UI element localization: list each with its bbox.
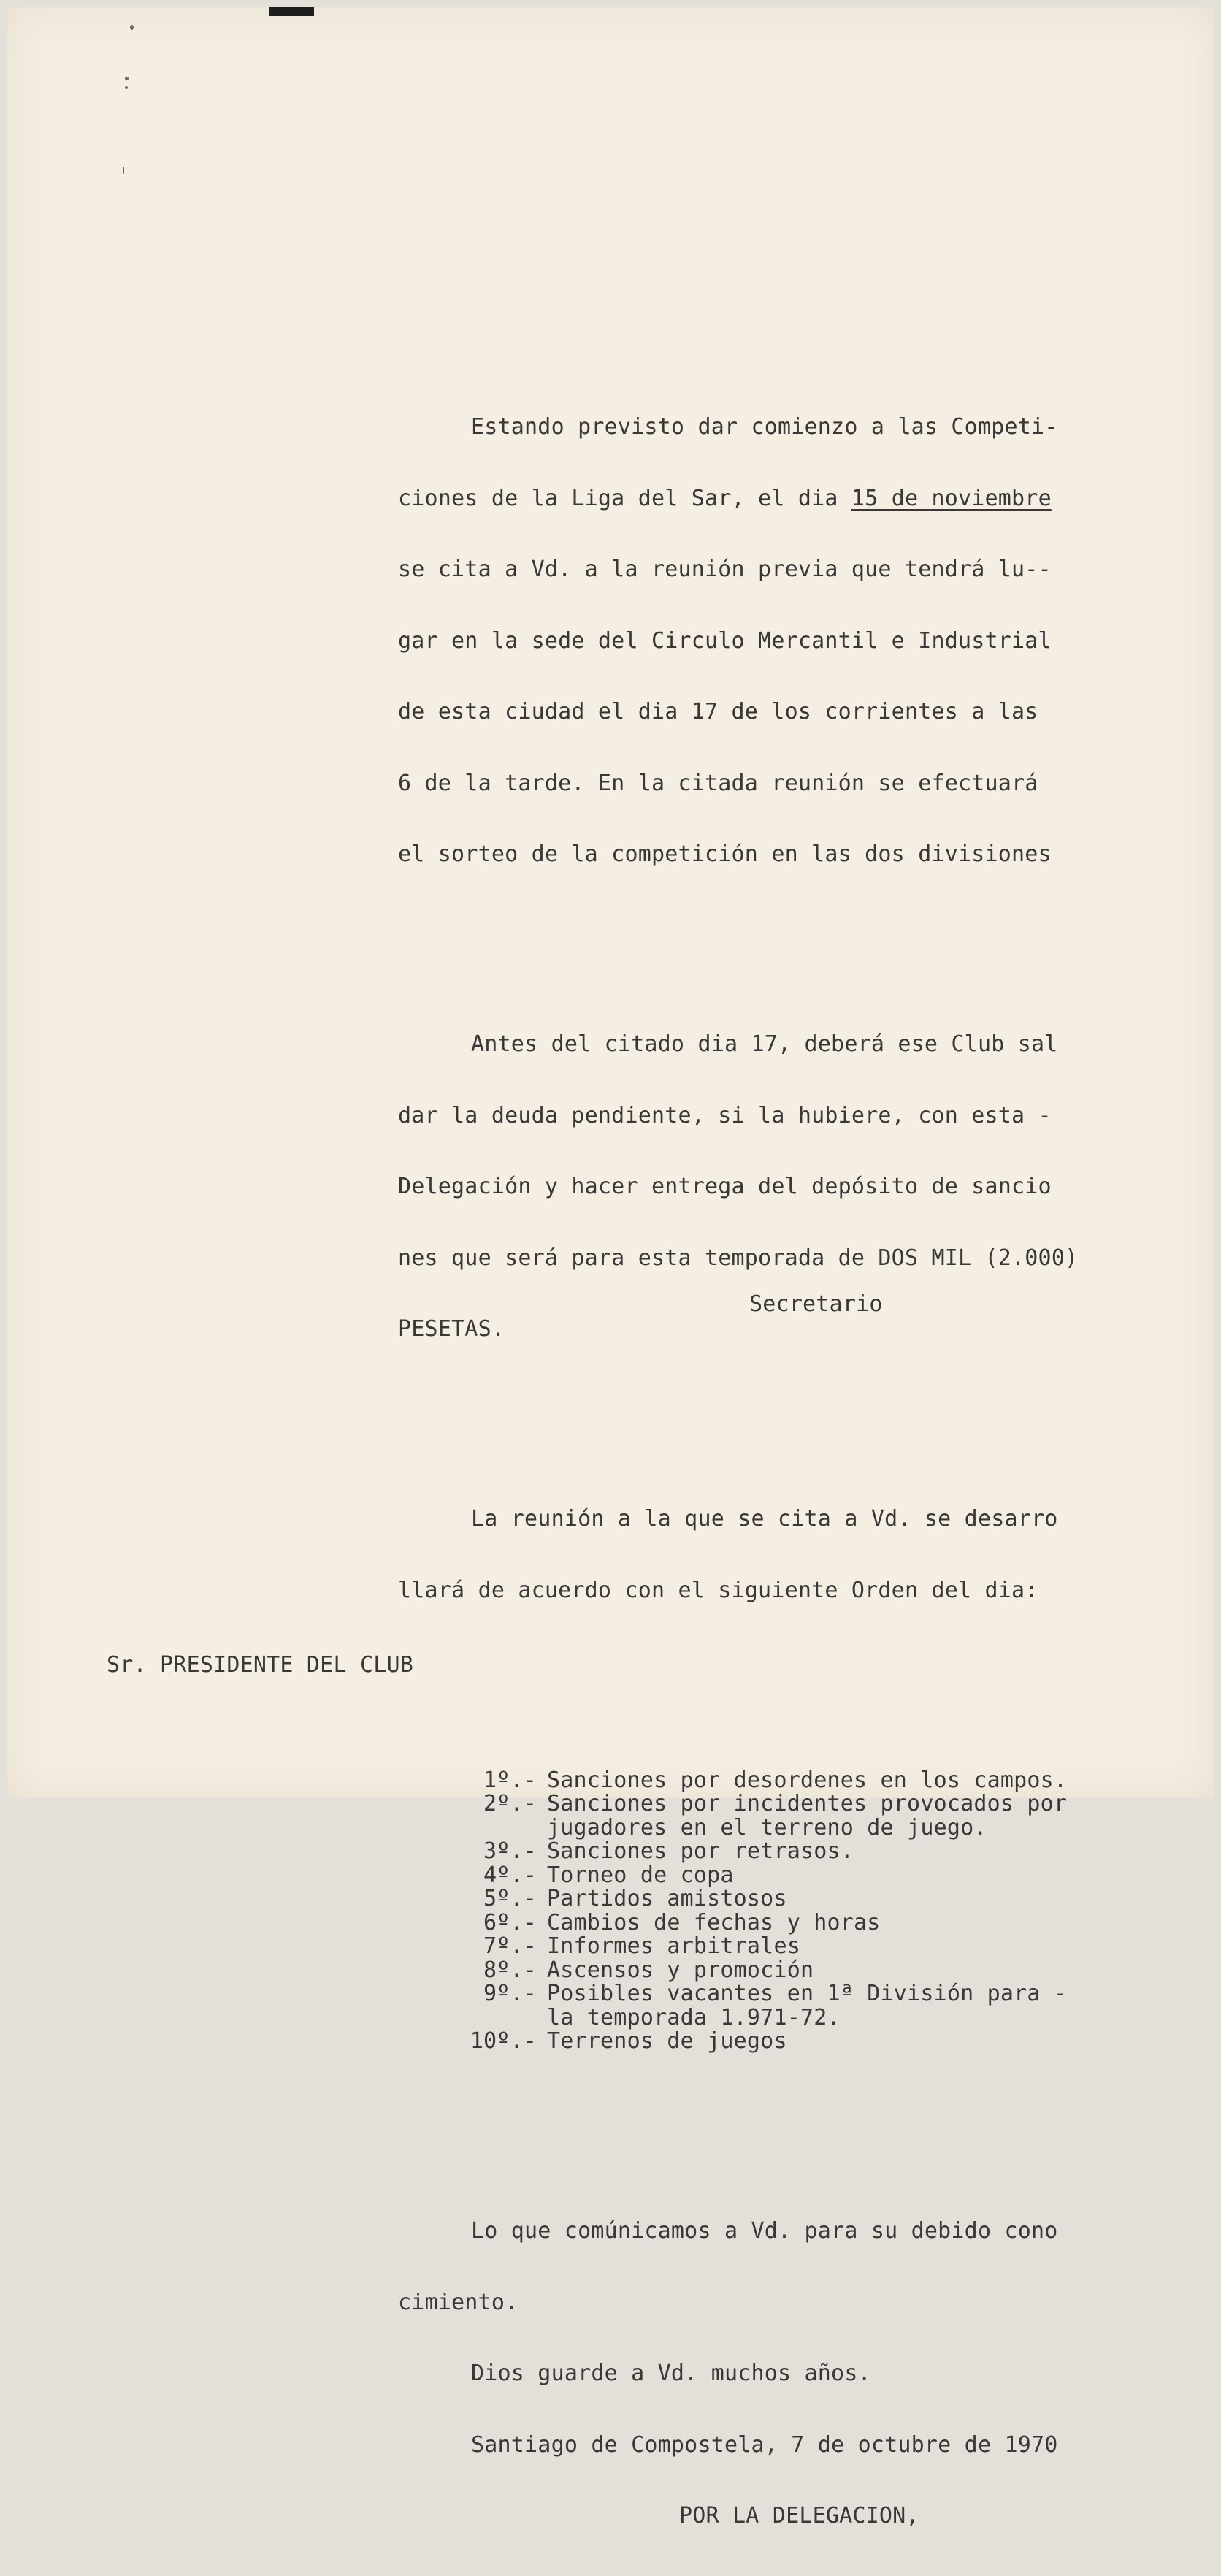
body-line: ciones de la Liga del Sar, el dia 15 de noviembre <box>398 485 1052 511</box>
signatory-role: Secretario <box>749 1291 883 1317</box>
agenda-item <box>398 1864 1150 1888</box>
agenda-text-continued: jugadores en el terreno de juego. <box>547 1814 987 1841</box>
agenda-list <box>398 1769 1150 2054</box>
agenda-number: 9º.- <box>483 1981 537 2006</box>
agenda-number: 8º.- <box>483 1957 537 1983</box>
body-line: el sorteo de la competición en las dos divisiones <box>398 841 1052 867</box>
agenda-text: Torneo de copa <box>547 1862 734 1888</box>
letter-body <box>398 368 1150 2576</box>
addressee: Sr. PRESIDENTE DEL CLUB <box>107 1652 414 1678</box>
agenda-item <box>398 2030 1150 2054</box>
paper-speck <box>125 86 128 89</box>
paragraph-gap <box>398 2125 1150 2149</box>
agenda-text: Informes arbitrales <box>547 1933 800 1959</box>
agenda-number: 6º.- <box>483 1909 537 1935</box>
agenda-text: Terrenos de juegos <box>547 2028 787 2054</box>
body-line: PESETAS. <box>398 1316 505 1342</box>
body-line: La reunión a la que se cita a Vd. se desarro <box>471 1506 1058 1532</box>
paper-speck <box>125 77 129 80</box>
agenda-number: 10º.- <box>470 2028 537 2054</box>
agenda-item <box>398 1792 1150 1816</box>
body-line: de esta ciudad el dia 17 de los corrientes a las <box>398 699 1038 725</box>
agenda-number: 1º.- <box>483 1767 537 1793</box>
date-underlined: 15 de noviembre <box>851 485 1052 511</box>
closing-line: Lo que comúnicamos a Vd. para su debido cono <box>471 2218 1058 2244</box>
agenda-item <box>398 1769 1150 1793</box>
agenda-item <box>398 1840 1150 1864</box>
agenda-item <box>398 1982 1150 2006</box>
agenda-number: 2º.- <box>483 1791 537 1816</box>
body-line: Estando previsto dar comienzo a las Competi- <box>471 414 1058 440</box>
body-line: se cita a Vd. a la reunión previa que tendrá lu-- <box>398 557 1052 582</box>
agenda-number: 5º.- <box>483 1886 537 1911</box>
body-line: gar en la sede del Circulo Mercantil e Industrial <box>398 627 1052 654</box>
paper-speck <box>123 167 124 174</box>
signatory-org: POR LA DELEGACION, <box>679 2503 919 2529</box>
agenda-text: Sanciones por incidentes provocados por <box>547 1791 1068 1816</box>
closing-line: cimiento. <box>398 2289 518 2315</box>
paper-speck <box>130 25 134 30</box>
agenda-number: 3º.- <box>483 1838 537 1864</box>
agenda-text: Cambios de fechas y horas <box>547 1909 881 1935</box>
agenda-number: 4º.- <box>483 1862 537 1888</box>
agenda-item <box>398 1959 1150 1983</box>
agenda-item <box>398 1887 1150 1911</box>
binder-tab-mark <box>269 7 314 16</box>
agenda-item <box>398 1911 1150 1935</box>
agenda-text-continued: la temporada 1.971-72. <box>547 2004 841 2030</box>
body-line: Antes del citado dia 17, deberá ese Club sal <box>471 1031 1058 1057</box>
agenda-text: Partidos amistosos <box>547 1886 787 1911</box>
body-line: dar la deuda pendiente, si la hubiere, con esta - <box>398 1102 1052 1128</box>
paragraph-gap <box>398 938 1150 962</box>
paragraph-gap <box>398 1413 1150 1437</box>
agenda-text: Sanciones por retrasos. <box>547 1838 854 1864</box>
place-date: Santiago de Compostela, 7 de octubre de 1970 <box>471 2431 1058 2458</box>
agenda-number: 7º.- <box>483 1933 537 1959</box>
body-line: 6 de la tarde. En la citada reunión se efectuará <box>398 770 1038 796</box>
agenda-text: Sanciones por desordenes en los campos. <box>547 1767 1068 1793</box>
agenda-text: Posibles vacantes en 1ª División para - <box>547 1981 1068 2006</box>
body-line: llará de acuerdo con el siguiente Orden del dia: <box>398 1577 1038 1603</box>
body-line: Delegación y hacer entrega del depósito de sancio <box>398 1174 1052 1199</box>
paragraph-gap <box>398 1674 1150 1698</box>
letter-sheet <box>7 7 1214 2529</box>
agenda-item <box>398 1935 1150 1959</box>
agenda-text: Ascensos y promoción <box>547 1957 814 1983</box>
salutation: Dios guarde a Vd. muchos años. <box>471 2361 871 2386</box>
body-line: nes que será para esta temporada de DOS MIL (2.000) <box>398 1245 1079 1271</box>
